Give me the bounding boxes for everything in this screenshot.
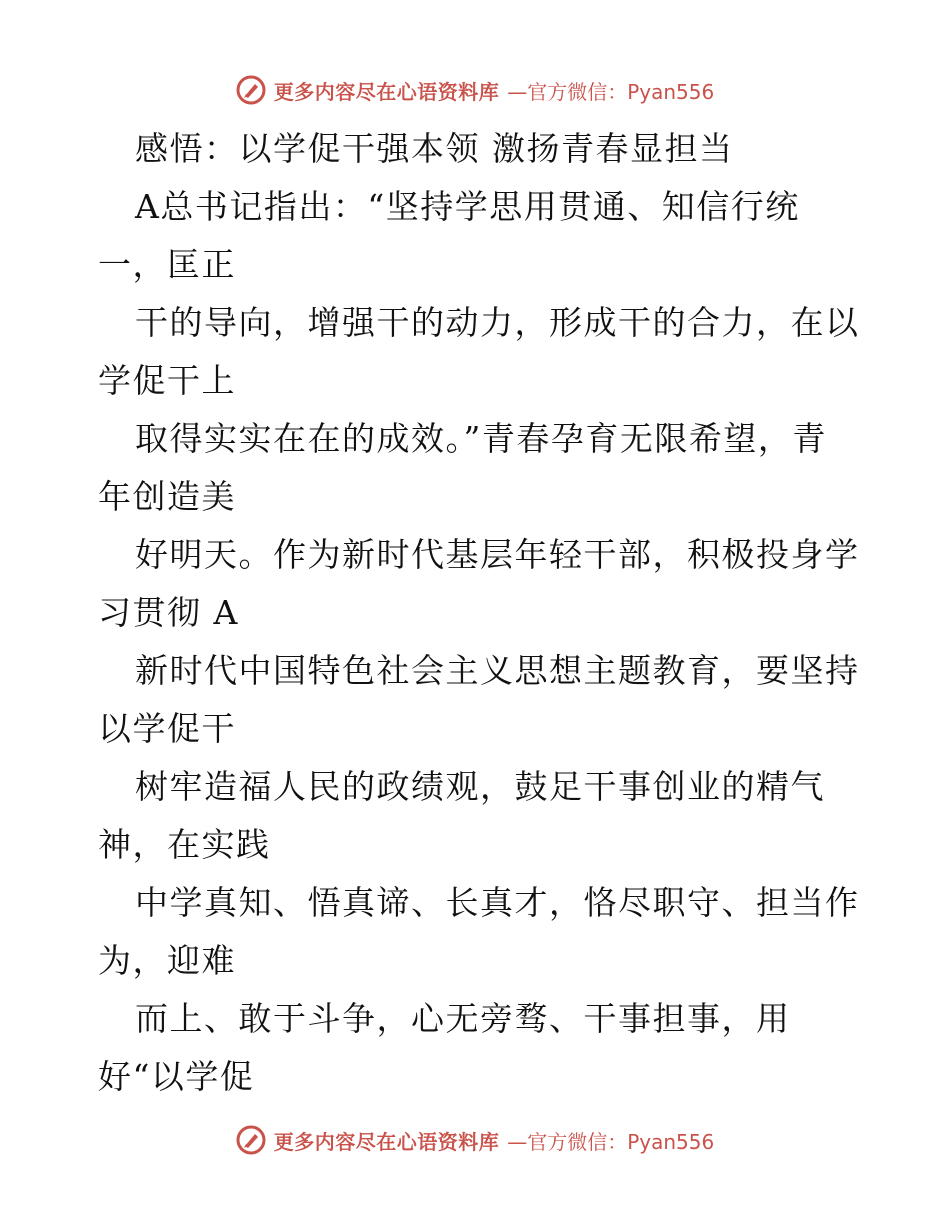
header-watermark (0, 70, 950, 110)
text-line: 好“以学促 (98, 1057, 255, 1096)
text-line: A总书记指出：“坚持学思用贯通、知信行统 (135, 187, 800, 226)
watermark-text: 更多内容尽在心语资料库 (273, 1129, 500, 1154)
text-line: 习贯彻 A (98, 593, 239, 632)
text-line: 为，迎难 (98, 941, 236, 980)
watermark-contact: —官方微信：Pyan556 (507, 79, 715, 104)
text-line: 年创造美 (98, 477, 236, 516)
text-line: 学促干上 (98, 361, 236, 400)
text-line: 中学真知、悟真谛、长真才，恪尽职守、担当作 (135, 883, 860, 922)
text-line: 一，匡正 (98, 245, 236, 284)
text-line: 神，在实践 (98, 825, 271, 864)
text-line: 树牢造福人民的政绩观，鼓足干事创业的精气 (135, 767, 825, 806)
document-body (98, 120, 858, 1106)
text-line: 新时代中国特色社会主义思想主题教育，要坚持 (135, 651, 860, 690)
pen-logo-icon (236, 75, 266, 105)
text-line: 感悟：以学促干强本领 激扬青春显担当 (135, 129, 734, 168)
footer-watermark (0, 1120, 950, 1160)
text-line: 好明天。作为新时代基层年轻干部，积极投身学 (135, 535, 860, 574)
text-line: 而上、敢于斗争，心无旁骛、干事担事，用 (135, 999, 791, 1038)
watermark-text: 更多内容尽在心语资料库 (273, 79, 500, 104)
text-line: 以学促干 (98, 709, 236, 748)
text-line: 取得实实在在的成效。”青春孕育无限希望，青 (135, 419, 827, 458)
text-line: 干的导向，增强干的动力，形成干的合力，在以 (135, 303, 860, 342)
watermark-contact: —官方微信：Pyan556 (507, 1129, 715, 1154)
pen-logo-icon (236, 1125, 266, 1155)
